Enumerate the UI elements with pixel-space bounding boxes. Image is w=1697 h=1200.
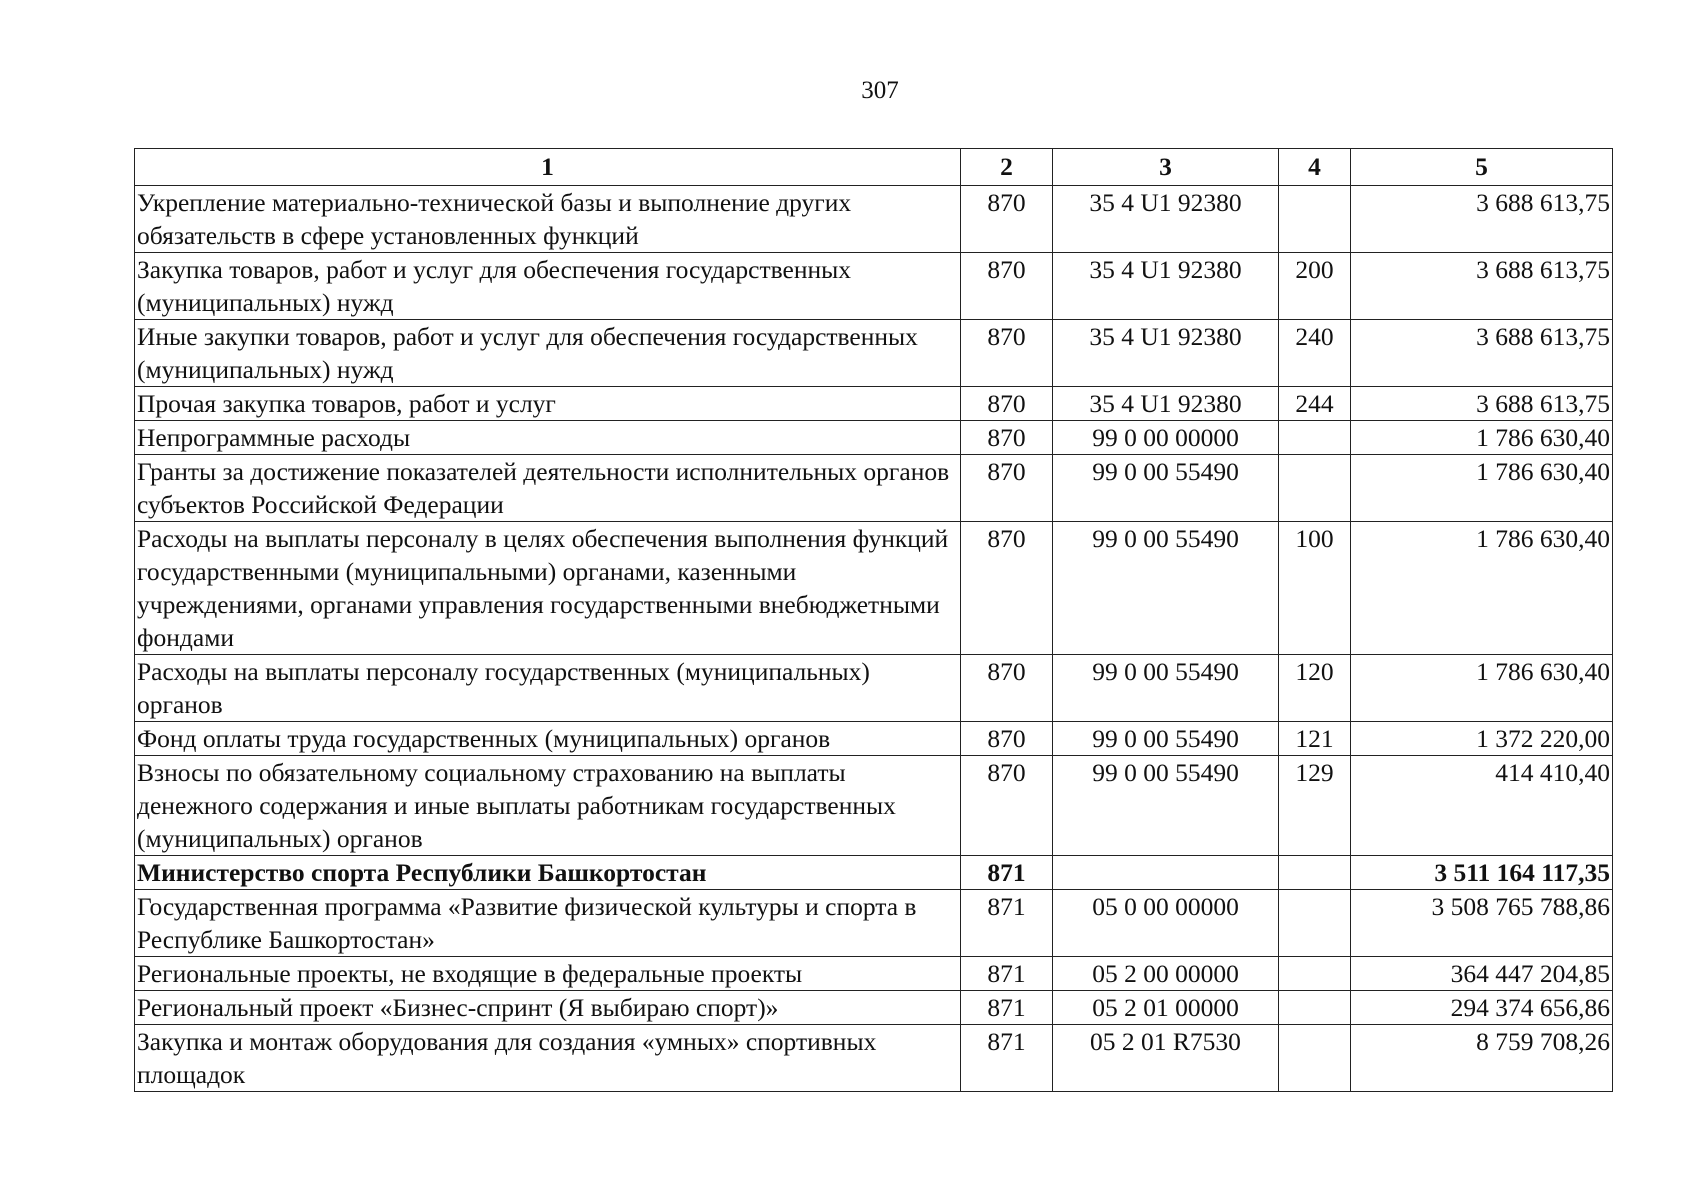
amount-cell: 1 372 220,00 [1351,722,1613,756]
table-row [135,253,1613,320]
amount-cell: 3 688 613,75 [1351,186,1613,253]
amount-cell: 1 786 630,40 [1351,421,1613,455]
department-code-cell: 870 [961,320,1053,387]
department-code-cell: 870 [961,455,1053,522]
table-row [135,1025,1613,1092]
target-article-cell: 35 4 U1 92380 [1053,387,1279,421]
target-article-cell: 99 0 00 55490 [1053,455,1279,522]
expense-type-cell: 129 [1279,756,1351,856]
expense-type-cell [1279,991,1351,1025]
department-code-cell: 870 [961,186,1053,253]
expense-type-cell [1279,957,1351,991]
department-code-cell: 871 [961,957,1053,991]
expense-type-cell: 121 [1279,722,1351,756]
department-code-cell: 871 [961,991,1053,1025]
table-row [135,387,1613,421]
target-article-cell: 99 0 00 55490 [1053,756,1279,856]
department-code-cell: 870 [961,421,1053,455]
amount-cell: 3 688 613,75 [1351,320,1613,387]
expense-name-cell: Расходы на выплаты персоналу в целях обеспечения выполнения функций государственными (муниципальными) органами, казенными учреждениями, органами управления государственными внебюджетными фондами [135,522,961,655]
amount-cell: 3 688 613,75 [1351,387,1613,421]
expense-name-cell: Государственная программа «Развитие физической культуры и спорта в Республике Башкортостан» [135,890,961,957]
department-code-cell: 871 [961,856,1053,890]
target-article-cell: 05 0 00 00000 [1053,890,1279,957]
expense-name-cell: Непрограммные расходы [135,421,961,455]
header-col-4: 4 [1279,149,1351,186]
department-code-cell: 871 [961,890,1053,957]
target-article-cell: 05 2 01 R7530 [1053,1025,1279,1092]
table-row [135,320,1613,387]
table-row [135,421,1613,455]
expense-type-cell [1279,186,1351,253]
department-code-cell: 870 [961,756,1053,856]
amount-cell: 1 786 630,40 [1351,455,1613,522]
target-article-cell: 05 2 00 00000 [1053,957,1279,991]
table-row [135,856,1613,890]
expense-name-cell: Фонд оплаты труда государственных (муниципальных) органов [135,722,961,756]
table-row [135,522,1613,655]
table-row [135,722,1613,756]
expense-name-cell: Министерство спорта Республики Башкортостан [135,856,961,890]
expense-type-cell: 240 [1279,320,1351,387]
expense-name-cell: Гранты за достижение показателей деятельности исполнительных органов субъектов Российской Федерации [135,455,961,522]
table-row [135,890,1613,957]
expense-type-cell [1279,856,1351,890]
budget-table [134,148,1613,1092]
amount-cell: 3 688 613,75 [1351,253,1613,320]
amount-cell: 8 759 708,26 [1351,1025,1613,1092]
department-code-cell: 870 [961,253,1053,320]
table-row [135,455,1613,522]
expense-type-cell: 200 [1279,253,1351,320]
department-code-cell: 870 [961,655,1053,722]
table-row [135,186,1613,253]
target-article-cell [1053,856,1279,890]
header-row [135,149,1613,186]
target-article-cell: 99 0 00 55490 [1053,655,1279,722]
department-code-cell: 871 [961,1025,1053,1092]
expense-name-cell: Укрепление материально-технической базы и выполнение других обязательств в сфере установленных функций [135,186,961,253]
amount-cell: 3 508 765 788,86 [1351,890,1613,957]
amount-cell: 1 786 630,40 [1351,522,1613,655]
expense-name-cell: Региональный проект «Бизнес-спринт (Я выбираю спорт)» [135,991,961,1025]
target-article-cell: 35 4 U1 92380 [1053,253,1279,320]
page-number: 307 [861,77,899,104]
table-row [135,756,1613,856]
table-body [135,186,1613,1092]
expense-name-cell: Закупка товаров, работ и услуг для обеспечения государственных (муниципальных) нужд [135,253,961,320]
table-header [135,149,1613,186]
expense-type-cell: 120 [1279,655,1351,722]
expense-name-cell: Расходы на выплаты персоналу государственных (муниципальных) органов [135,655,961,722]
expense-name-cell: Закупка и монтаж оборудования для создания «умных» спортивных площадок [135,1025,961,1092]
expense-name-cell: Региональные проекты, не входящие в федеральные проекты [135,957,961,991]
amount-cell: 1 786 630,40 [1351,655,1613,722]
expense-name-cell: Иные закупки товаров, работ и услуг для обеспечения государственных (муниципальных) нужд [135,320,961,387]
header-col-5: 5 [1351,149,1613,186]
table-row [135,991,1613,1025]
expense-type-cell: 100 [1279,522,1351,655]
expense-type-cell [1279,455,1351,522]
expense-name-cell: Прочая закупка товаров, работ и услуг [135,387,961,421]
amount-cell: 3 511 164 117,35 [1351,856,1613,890]
header-col-2: 2 [961,149,1053,186]
target-article-cell: 99 0 00 00000 [1053,421,1279,455]
expense-name-cell: Взносы по обязательному социальному страхованию на выплаты денежного содержания и иные выплаты работникам государственных (муниципальных) органов [135,756,961,856]
department-code-cell: 870 [961,522,1053,655]
expense-type-cell [1279,1025,1351,1092]
amount-cell: 414 410,40 [1351,756,1613,856]
target-article-cell: 35 4 U1 92380 [1053,320,1279,387]
expense-type-cell [1279,890,1351,957]
target-article-cell: 99 0 00 55490 [1053,722,1279,756]
department-code-cell: 870 [961,387,1053,421]
amount-cell: 364 447 204,85 [1351,957,1613,991]
target-article-cell: 99 0 00 55490 [1053,522,1279,655]
table-row [135,655,1613,722]
header-col-3: 3 [1053,149,1279,186]
department-code-cell: 870 [961,722,1053,756]
target-article-cell: 35 4 U1 92380 [1053,186,1279,253]
header-col-1: 1 [135,149,961,186]
target-article-cell: 05 2 01 00000 [1053,991,1279,1025]
expense-type-cell [1279,421,1351,455]
table-row [135,957,1613,991]
expense-type-cell: 244 [1279,387,1351,421]
amount-cell: 294 374 656,86 [1351,991,1613,1025]
